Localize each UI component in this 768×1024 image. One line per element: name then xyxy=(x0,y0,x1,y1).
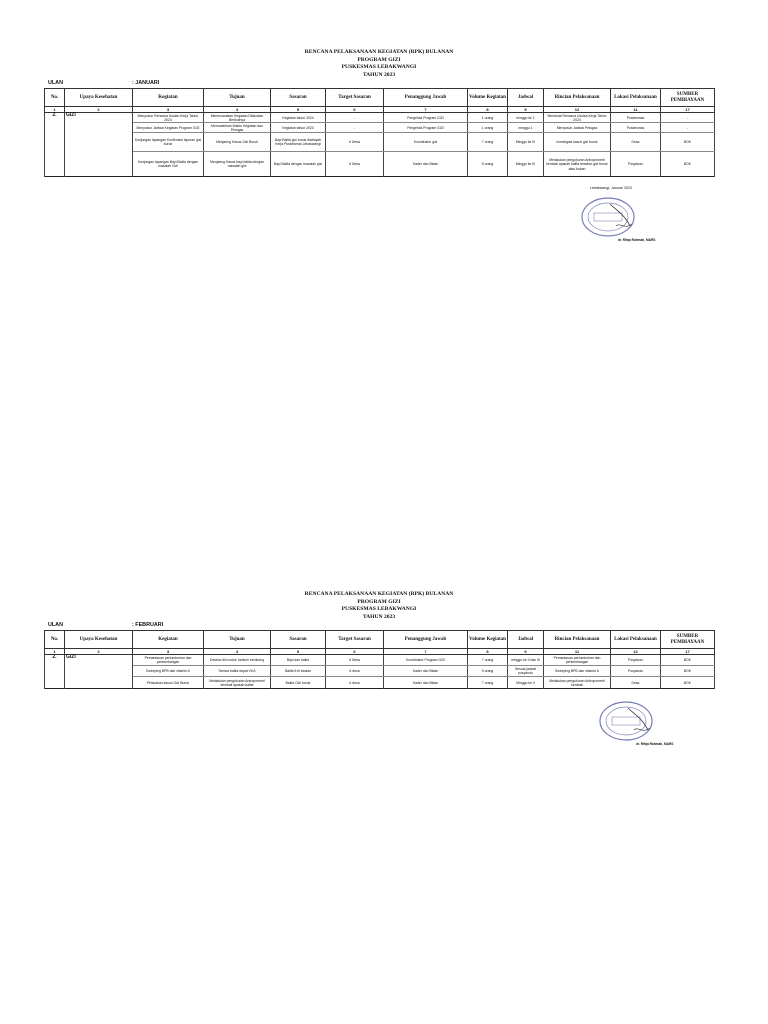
cell-rincian: investigasi kasus gizi buruk xyxy=(544,133,611,152)
cell-volume: 5 orang xyxy=(468,152,508,177)
col-header: Rincian Pelaksanaan xyxy=(544,631,611,649)
cell-sasaran: Kegiatan tahun 2023 xyxy=(271,123,326,133)
upaya-kesehatan: GIZI xyxy=(65,113,133,177)
cell-jadwal: Minggu ke II xyxy=(508,677,544,689)
bulan-value: : JANUARI xyxy=(132,80,160,87)
col-number: 4 xyxy=(204,649,271,655)
col-header: No. xyxy=(45,89,65,107)
table-row xyxy=(45,677,715,689)
table-row xyxy=(45,152,715,177)
cell-rincian: Sweeping BPB dan vitamin A xyxy=(544,666,611,677)
cell-volume: 7 orang xyxy=(468,133,508,152)
header-program: PROGRAM GIZI xyxy=(357,56,401,63)
col-header: Volume Kegiatan xyxy=(468,89,508,107)
cell-sumber: BOK xyxy=(661,666,715,677)
header-year: TAHUN 2023 xyxy=(362,613,396,620)
cell-sasaran: Kegiatan tahun 2024 xyxy=(271,113,326,123)
cell-target: 6 desa xyxy=(326,666,384,677)
cell-lokasi: Puskesmas xyxy=(611,123,661,133)
col-number: 7 xyxy=(384,649,468,655)
cell-jadwal: minggu 1 xyxy=(508,123,544,133)
rpk-table xyxy=(44,630,715,689)
cell-kegiatan: Menyusun Jadwal Kegiatan Program GIZI xyxy=(133,123,204,133)
cell-penanggung-jawab: Kader dan Bidan xyxy=(384,677,468,689)
row-number: 2. xyxy=(45,113,65,177)
col-number: 6 xyxy=(326,107,384,113)
cell-tujuan: Merencanakan Kegiatan Dilakukan Berikutnya xyxy=(204,113,271,123)
col-header: Kegiatan xyxy=(133,631,204,649)
col-header: Penanggung Jawab xyxy=(384,89,468,107)
col-header: Upaya Kesehatan xyxy=(65,89,133,107)
cell-volume: 1 orang xyxy=(468,123,508,133)
col-number: 12 xyxy=(611,649,661,655)
cell-sumber: BOK xyxy=(661,677,715,689)
cell-sasaran: Balita 6 bl keatas xyxy=(271,666,326,677)
col-number: 4 xyxy=(204,107,271,113)
col-header: Kegiatan xyxy=(133,89,204,107)
cell-sasaran: Bayi Balita dengan masalah gizi xyxy=(271,152,326,177)
table-row xyxy=(45,133,715,152)
col-number: 7 xyxy=(384,107,468,113)
cell-kegiatan: Kunjungan lapangan Konfirmasi laporan gizi buruk xyxy=(133,133,204,152)
col-header: Jadwal xyxy=(508,89,544,107)
cell-lokasi: Posyandu xyxy=(611,666,661,677)
cell-tujuan: Memudahkan Waktu Kegiatan dan Petugas xyxy=(204,123,271,133)
cell-target: 6 desa xyxy=(326,677,384,689)
cell-target: 6 Desa xyxy=(326,655,384,666)
document-header xyxy=(44,49,714,79)
cell-rincian: Menyusun Jadwal Petugas xyxy=(544,123,611,133)
col-header: Lokasi Pelaksanaan xyxy=(611,631,661,649)
cell-sumber: BOK xyxy=(661,152,715,177)
cell-tujuan: Deteksi dini untuk tumbuh kembang xyxy=(204,655,271,666)
cell-lokasi: Posyandu xyxy=(611,152,661,177)
cell-tujuan: Melakukan pengukuran Antropometri kembali apakah balita xyxy=(204,677,271,689)
cell-volume: 7 orang xyxy=(468,655,508,666)
col-number: 17 xyxy=(661,107,715,113)
cell-penanggung-jawab: Kader dan Bidan xyxy=(384,666,468,677)
cell-sasaran: Bayi Balita gizi buruk diwilayah Kerja Puskesmas Lebakwangi xyxy=(271,133,326,152)
col-number: 11 xyxy=(611,107,661,113)
table-header xyxy=(45,631,715,649)
col-header: Volume Kegiatan xyxy=(468,631,508,649)
cell-sumber: BOK xyxy=(661,133,715,152)
header-title: RENCANA PELAKSANAAN KEGIATAN (RPK) BULANAN xyxy=(304,49,454,55)
cell-lokasi: Desa xyxy=(611,133,661,152)
col-number: 8 xyxy=(468,107,508,113)
cell-kegiatan: Menyusun Rencana Usulan Kerja Tahun 2024 xyxy=(133,113,204,123)
table-row xyxy=(45,113,715,123)
header-puskesmas: PUSKESMAS LEBAKWANGI xyxy=(341,64,417,71)
col-header: Sasaran xyxy=(271,631,326,649)
rpk-februari xyxy=(44,591,714,689)
signature-date: Lebakwangi, Januari 2023 xyxy=(590,186,632,190)
rpk-januari xyxy=(44,49,714,177)
cell-tujuan: Menjaring Kasus Gizi Buruk xyxy=(204,133,271,152)
stamp-icon xyxy=(580,196,636,238)
table-header xyxy=(45,89,715,107)
cell-rincian: Melakukan pengukuran Antropometri kembali apakah balita tersebut gizi buruk atau bukan xyxy=(544,152,611,177)
col-header: Upaya Kesehatan xyxy=(65,631,133,649)
bulan-row xyxy=(44,622,714,630)
col-header: SUMBER PEMBIAYAAN xyxy=(661,631,715,649)
header-puskesmas: PUSKESMAS LEBAKWANGI xyxy=(341,606,417,613)
cell-target: - xyxy=(326,123,384,133)
stamp-icon xyxy=(598,700,654,742)
col-number: 8 xyxy=(468,649,508,655)
document-header xyxy=(44,591,714,621)
col-header: SUMBER PEMBIAYAAN xyxy=(661,89,715,107)
cell-penanggung-jawab: Pengelola Program GIZI xyxy=(384,123,468,133)
col-number: 3 xyxy=(133,107,204,113)
col-header: Target Sasaran xyxy=(326,631,384,649)
table-row xyxy=(45,123,715,133)
cell-sumber: - xyxy=(661,123,715,133)
upaya-kesehatan: GIZI xyxy=(65,655,133,689)
cell-tujuan: Semua balita dapat Vit A xyxy=(204,666,271,677)
bulan-row xyxy=(44,80,714,88)
col-number: 11 xyxy=(544,649,611,655)
cell-tujuan: Menjaring Kasus bayi balita dengan masalah gizi xyxy=(204,152,271,177)
col-header: No. xyxy=(45,631,65,649)
col-header: Tujuan xyxy=(204,89,271,107)
cell-target: - xyxy=(326,113,384,123)
col-number: 6 xyxy=(326,649,384,655)
bulan-value: : FEBRUARI xyxy=(132,622,164,629)
col-header: Lokasi Pelaksanaan xyxy=(611,89,661,107)
col-header: Target Sasaran xyxy=(326,89,384,107)
cell-penanggung-jawab: Koordinator Program GIZI xyxy=(384,655,468,666)
cell-volume: 5 orang xyxy=(468,666,508,677)
col-number: 12 xyxy=(544,107,611,113)
cell-rincian: Melakukan pengukuran Antropometri kembali xyxy=(544,677,611,689)
cell-jadwal: minggu ke II dan III xyxy=(508,655,544,666)
cell-rincian: Membuat Rencana Usulan Kerja Tahun 2024 xyxy=(544,113,611,123)
col-number: 9 xyxy=(508,649,544,655)
signature-block xyxy=(590,690,700,752)
cell-volume: 1 orang xyxy=(468,113,508,123)
cell-sumber: BOK xyxy=(661,655,715,666)
col-header: Sasaran xyxy=(271,89,326,107)
signature-block xyxy=(572,186,682,248)
header-year: TAHUN 2023 xyxy=(362,71,396,78)
col-number: 2 xyxy=(65,649,133,655)
cell-jadwal: Minggu ke III xyxy=(508,152,544,177)
col-header: Rincian Pelaksanaan xyxy=(544,89,611,107)
table-row xyxy=(45,666,715,677)
col-number: 1 xyxy=(45,649,65,655)
col-number: 5 xyxy=(271,107,326,113)
col-header: Jadwal xyxy=(508,631,544,649)
cell-volume: 7 orang xyxy=(468,677,508,689)
col-number: 17 xyxy=(661,649,715,655)
col-number: 3 xyxy=(133,649,204,655)
row-number: 2. xyxy=(45,655,65,689)
cell-kegiatan: Pelacakan kasus Gizi Buruk xyxy=(133,677,204,689)
cell-sasaran: Balita Gizi buruk xyxy=(271,677,326,689)
col-number: 2 xyxy=(65,107,133,113)
cell-penanggung-jawab: Koordinator gizi xyxy=(384,133,468,152)
cell-jadwal: Sesuai jadwal posyandu xyxy=(508,666,544,677)
signature-name: dr. Rifqa Rahmah, MARS xyxy=(636,742,674,746)
table-row xyxy=(45,655,715,666)
cell-kegiatan: Pemantauan pertumbuhan dan perkembangan xyxy=(133,655,204,666)
cell-sumber: - xyxy=(661,113,715,123)
cell-penanggung-jawab: Kader dan Bidan xyxy=(384,152,468,177)
cell-lokasi: Puskesmas xyxy=(611,113,661,123)
col-number: 9 xyxy=(508,107,544,113)
col-header: Tujuan xyxy=(204,631,271,649)
cell-target: 6 Desa xyxy=(326,152,384,177)
cell-sasaran: Bayi dan balita xyxy=(271,655,326,666)
header-title: RENCANA PELAKSANAAN KEGIATAN (RPK) BULANAN xyxy=(304,591,454,597)
bulan-label: ULAN xyxy=(48,622,63,629)
cell-jadwal: minggu ke 1 xyxy=(508,113,544,123)
cell-penanggung-jawab: Pengelola Program GIZI xyxy=(384,113,468,123)
col-number: 1 xyxy=(45,107,65,113)
rpk-table xyxy=(44,88,715,177)
bulan-label: ULAN xyxy=(48,80,63,87)
col-header: Penanggung Jawab xyxy=(384,631,468,649)
cell-lokasi: Desa xyxy=(611,677,661,689)
cell-jadwal: Minggu ke III xyxy=(508,133,544,152)
col-number: 5 xyxy=(271,649,326,655)
cell-kegiatan: Sweeping BPB dan vitamin A xyxy=(133,666,204,677)
cell-target: 6 Desa xyxy=(326,133,384,152)
cell-rincian: Pemantauan pertumbuhan dan perkembangan xyxy=(544,655,611,666)
cell-lokasi: Posyandu xyxy=(611,655,661,666)
header-program: PROGRAM GIZI xyxy=(357,598,401,605)
signature-name: dr. Rifqa Rahmah, MARS xyxy=(618,238,656,242)
cell-kegiatan: Kunjungan lapangan Bayi Balita dengan masalah Gizi xyxy=(133,152,204,177)
